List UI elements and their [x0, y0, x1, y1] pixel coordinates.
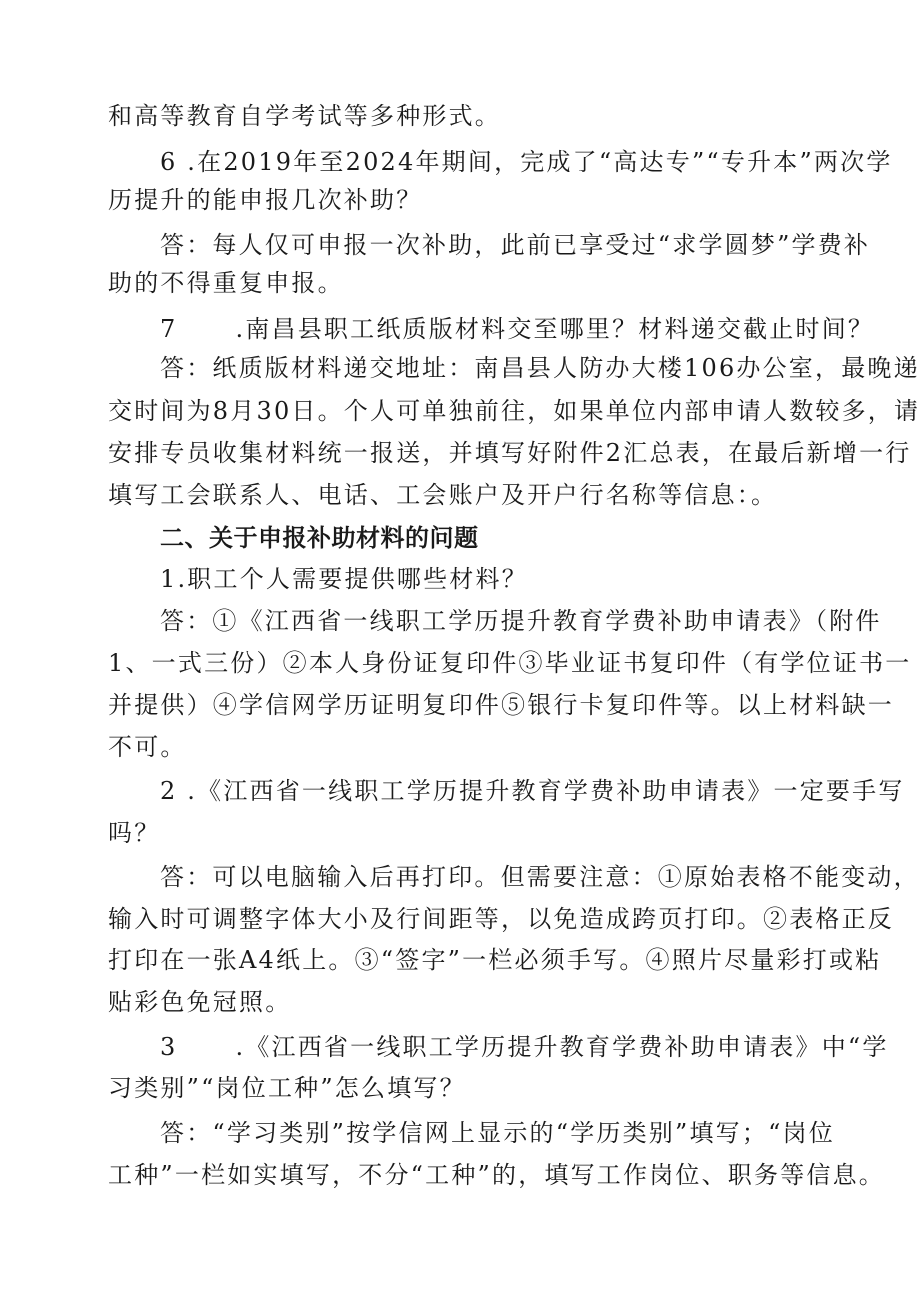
paragraph-line: 输入时可调整字体大小及行间距等，以免造成跨页打印。②表格正反 [108, 905, 894, 933]
section-heading: 二、关于申报补助材料的问题 [160, 524, 479, 552]
question-2-line: 2 .《江西省一线职工学历提升教育学费补助申请表》一定要手写 [160, 777, 905, 805]
paragraph-line: 并提供）④学信网学历证明复印件⑤银行卡复印件等。以上材料缺一 [108, 691, 894, 719]
question-number: 3 [160, 1033, 178, 1061]
question-text: .南昌县职工纸质版材料交至哪里？材料递交截止时间？ [235, 315, 875, 343]
paragraph-line: 和高等教育自学考试等多种形式。 [108, 102, 501, 130]
question-6-line: 6 .在2019年至2024年期间，完成了“高达专”“专升本”两次学 [160, 148, 893, 176]
answer-6-line: 答：每人仅可申报一次补助，此前已享受过“求学圆梦”学费补 [160, 231, 871, 259]
paragraph-line: 打印在一张A4纸上。③“签字”一栏必须手写。④照片尽量彩打或粘 [108, 946, 882, 974]
question-1-line: 1.职工个人需要提供哪些材料？ [160, 565, 528, 593]
paragraph-line: 历提升的能申报几次补助？ [108, 186, 423, 214]
paragraph-line: 不可。 [108, 733, 187, 761]
answer-2-line: 答：可以电脑输入后再打印。但需要注意：①原始表格不能变动， [160, 863, 920, 891]
paragraph-line: 贴彩色免冠照。 [108, 988, 292, 1016]
question-text: .《江西省一线职工学历提升教育学费补助申请表》中“学 [235, 1033, 889, 1061]
answer-7-line: 答：纸质版材料递交地址：南昌县人防办大楼106办公室，最晚递 [160, 354, 920, 382]
paragraph-line: 交时间为8月30日。个人可单独前往，如果单位内部申请人数较多，请 [108, 397, 920, 425]
paragraph-line: 1、一式三份）②本人身份证复印件③毕业证书复印件（有学位证书一 [108, 649, 912, 677]
paragraph-line: 填写工会联系人、电话、工会账户及开户行名称等信息：。 [108, 481, 778, 509]
paragraph-line: 工种”一栏如实填写，不分“工种”的，填写工作岗位、职务等信息。 [108, 1161, 886, 1189]
paragraph-line: 助的不得重复申报。 [108, 269, 344, 297]
paragraph-line: 安排专员收集材料统一报送，并填写好附件2汇总表，在最后新增一行 [108, 439, 912, 467]
paragraph-line: 习类别”“岗位工种”怎么填写？ [108, 1074, 466, 1102]
answer-1-line: 答：①《江西省一线职工学历提升教育学费补助申请表》（附件 [160, 607, 882, 635]
question-number: 7 [160, 315, 178, 343]
answer-3-line: 答：“学习类别”按学信网上显示的“学历类别”填写；“岗位 [160, 1119, 835, 1147]
question-3-line [160, 1031, 889, 1063]
question-7-line [160, 313, 874, 345]
paragraph-line: 吗？ [108, 819, 161, 847]
